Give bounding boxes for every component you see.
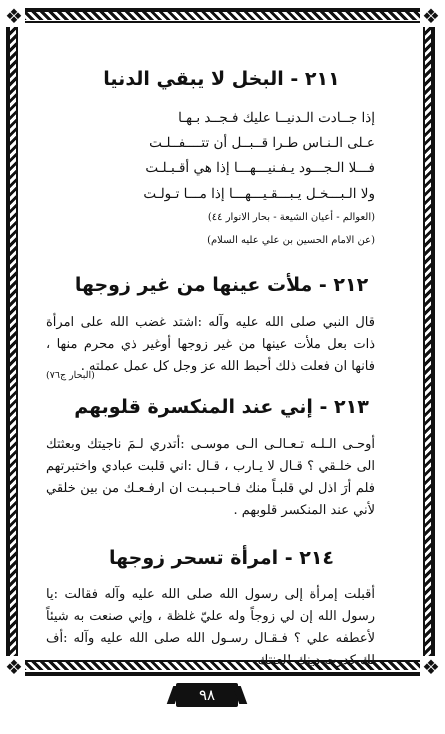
section-title: ٢١٤ - امرأة تسحر زوجها bbox=[108, 547, 335, 569]
verse-line: ولا الـبـــخـل يـبـــقـيـــهـــا إذا مـــا تـولـت bbox=[143, 186, 375, 202]
verse-line: إذا جــادت الـدنيــا عليك فـجــد بـهـا bbox=[178, 110, 375, 126]
section-text: أوحـى الـلـه تـعـالـى الـى موسـى :أتدري لـمَ ناجيتك وبعثتك الى خلـقي ؟ قـال لا يـارب ، قـال :اني قلبت عبادي واختبرتهم فلم أرَ اذل لي قلبـاً منك فـاحـبـبـت ان ارفـعـك من بين خلقي لأني عند المنكسر قلوبهم . bbox=[46, 437, 375, 518]
corner-ornament-icon: ❖ bbox=[3, 5, 25, 27]
verse-line: فـــلا الـجـــود يـفـنيـــهـــا إذا هي أقـبـلـت bbox=[145, 160, 375, 176]
section-body bbox=[46, 584, 375, 672]
page-number: ٩٨ bbox=[176, 683, 238, 707]
page-content bbox=[24, 24, 419, 668]
corner-ornament-icon: ❖ bbox=[420, 5, 442, 27]
corner-ornament-icon: ❖ bbox=[420, 656, 442, 678]
source-reference: (عن الامام الحسين بن علي عليه السلام) bbox=[207, 235, 375, 246]
section-text: أقبلت إمرأة إلى رسول الله صلى الله عليه وآله فقالت :يا رسول الله إن لي زوجاً وله عليّ غلظة ، وإني صنعت به شيئاً لأعطفه علي ؟ فـقـال رسـول الله صلى الله عليه وآله :أف لك كدرت دينك !لعنتك bbox=[46, 587, 375, 668]
section-title: ٢١١ - البخل لا يبقي الدنيا bbox=[103, 68, 340, 90]
border-band-right bbox=[425, 14, 431, 666]
section-title: ٢١٢ - ملأت عينها من غير زوجها bbox=[74, 274, 369, 296]
verse-line: عـلى الـنـاس طـرا قــبــل أن تتــــفــلـت bbox=[149, 135, 375, 151]
section-body bbox=[46, 312, 375, 378]
border-band-top bbox=[14, 12, 431, 20]
section-text: قال النبي صلى الله عليه وآله :اشتد غضب الله على امرأة ذات بعل ملأت عينها من غير زوجها أوغير ذي محرم منها ، فانها ان فعلت ذلك أحبط الله عز وجل كل عمل عملته . bbox=[46, 315, 375, 374]
section-title: ٢١٣ - إني عند المنكسرة قلوبهم bbox=[74, 396, 369, 418]
source-reference: (العوالم - أعيان الشيعة - بحار الانوار ٤٤) bbox=[207, 212, 375, 223]
section-body bbox=[46, 434, 375, 522]
corner-ornament-icon: ❖ bbox=[3, 656, 25, 678]
source-reference: (البحار ج٧٦) bbox=[46, 370, 95, 381]
